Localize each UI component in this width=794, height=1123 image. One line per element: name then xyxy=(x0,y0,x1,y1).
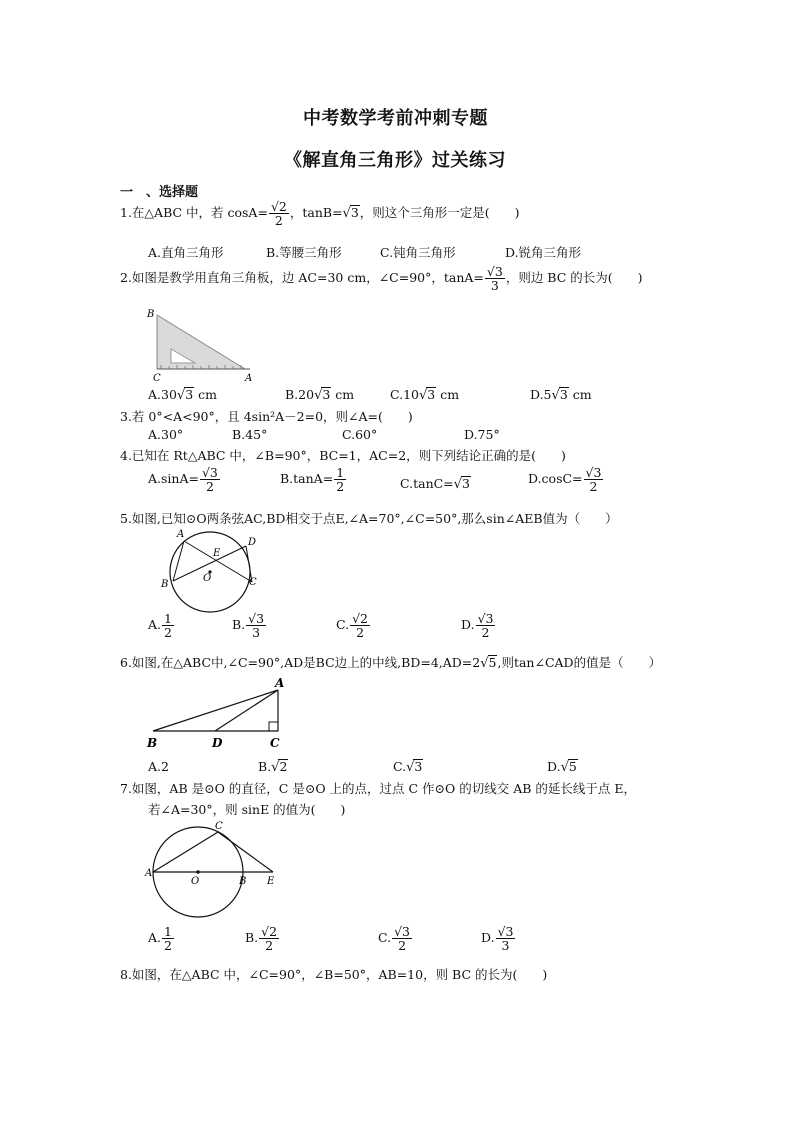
label-a: A xyxy=(177,529,185,540)
question-1: 1.在△ABC 中，若 cosA= $\frac{√2}{2}$ ，tanB=√3，则这个三角形一定是( ) xyxy=(120,199,520,229)
q2-option-d[interactable]: D.5√3 cm xyxy=(530,387,592,403)
q1-option-c[interactable]: C.钝角三角形 xyxy=(380,245,456,260)
circle-tangent-figure xyxy=(143,820,283,920)
q1-option-a[interactable]: A.直角三角形 xyxy=(148,245,224,260)
label-e: E xyxy=(213,548,221,559)
q4-option-d[interactable]: D.cosC= $\frac{√3}{2}$ xyxy=(528,465,602,495)
question-6: 6.如图,在△ABC中,∠C=90°,AD是BC边上的中线,BD=4,AD=2√5,则tan∠CAD的值是（ ） xyxy=(120,655,662,671)
fraction: $\frac{√3}{3}$ xyxy=(486,264,503,294)
label-c: C xyxy=(215,821,223,832)
q1-option-b[interactable]: B.等腰三角形 xyxy=(266,245,342,260)
question-8: 8.如图，在△ABC 中，∠C=90°，∠B=50°，AB=10，则 BC 的长为( ) xyxy=(120,967,548,982)
q4-option-a[interactable]: A.sinA= $\frac{√3}{2}$ xyxy=(148,465,218,495)
question-5: 5.如图,已知⊙O两条弦AC,BD相交于点E,∠A=70°,∠C=50°,那么sin∠AEB值为（ ） xyxy=(120,511,618,526)
label-a: A xyxy=(145,868,153,879)
label-d: D xyxy=(212,736,223,750)
label-b: B xyxy=(147,736,158,750)
q7-option-b[interactable]: B. $\frac{√2}{2}$ xyxy=(245,924,278,954)
label-b: B xyxy=(161,579,169,590)
label-a: A xyxy=(245,373,253,384)
q3-option-d[interactable]: D.75° xyxy=(464,427,500,442)
label-o: O xyxy=(191,876,200,887)
label-c: C xyxy=(249,577,257,588)
label-c: C xyxy=(270,736,280,750)
label-a: A xyxy=(275,676,285,690)
q5-option-b[interactable]: B. $\frac{√3}{3}$ xyxy=(232,611,265,641)
label-d: D xyxy=(248,537,257,548)
q3-option-b[interactable]: B.45° xyxy=(232,427,268,442)
question-2: 2.如图是教学用直角三角板，边 AC=30 cm，∠C=90°，tanA= $\frac{√3}{3}$ ，则边 BC 的长为( ) xyxy=(120,264,643,294)
right-triangle-figure xyxy=(143,673,293,753)
q7-option-d[interactable]: D. $\frac{√3}{3}$ xyxy=(481,924,514,954)
label-b: B xyxy=(239,876,247,887)
page-subtitle: 《解直角三角形》过关练习 xyxy=(284,150,506,171)
question-3: 3.若 0°<A<90°，且 4sin²A－2=0，则∠A=( ) xyxy=(120,409,413,424)
page-title: 中考数学考前冲刺专题 xyxy=(303,108,488,129)
q7-option-c[interactable]: C. $\frac{√3}{2}$ xyxy=(378,924,411,954)
label-e: E xyxy=(267,876,275,887)
q2-option-b[interactable]: B.20√3 cm xyxy=(285,387,355,403)
circle-chords-figure xyxy=(155,525,265,617)
q3-option-c[interactable]: C.60° xyxy=(342,427,378,442)
q4-option-c[interactable]: C.tanC=√3 xyxy=(400,476,470,492)
q6-option-b[interactable]: B.√2 xyxy=(258,759,288,775)
q2-option-a[interactable]: A.30√3 cm xyxy=(148,387,217,403)
q6-option-a[interactable]: A.2 xyxy=(148,759,169,774)
q5-option-a[interactable]: A. $\frac{1}{2}$ xyxy=(148,611,172,641)
set-square-figure xyxy=(145,305,260,385)
q7-option-a[interactable]: A. $\frac{1}{2}$ xyxy=(148,924,172,954)
fraction: $\frac{√2}{2}$ xyxy=(270,199,287,229)
q5-option-c[interactable]: C. $\frac{√2}{2}$ xyxy=(336,611,369,641)
q3-option-a[interactable]: A.30° xyxy=(148,427,184,442)
label-b: B xyxy=(147,309,155,320)
q6-option-c[interactable]: C.√3 xyxy=(393,759,423,775)
q5-option-d[interactable]: D. $\frac{√3}{2}$ xyxy=(461,611,494,641)
question-7-line-1: 7.如图，AB 是⊙O 的直径，C 是⊙O 上的点，过点 C 作⊙O 的切线交 AB 的延长线于点 E， xyxy=(120,781,637,796)
q4-option-b[interactable]: B.tanA= $\frac{1}{2}$ xyxy=(280,465,345,495)
q1-option-d[interactable]: D.锐角三角形 xyxy=(505,245,582,260)
label-o: O xyxy=(203,573,212,584)
section-heading: 一 、选择题 xyxy=(120,185,199,200)
label-c: C xyxy=(153,373,161,384)
question-7-line-2: 若∠A=30°，则 sinE 的值为( ) xyxy=(148,802,346,817)
question-4: 4.已知在 Rt△ABC 中，∠B=90°，BC=1，AC=2，则下列结论正确的是( ) xyxy=(120,448,566,463)
q6-option-d[interactable]: D.√5 xyxy=(547,759,577,775)
q2-option-c[interactable]: C.10√3 cm xyxy=(390,387,460,403)
